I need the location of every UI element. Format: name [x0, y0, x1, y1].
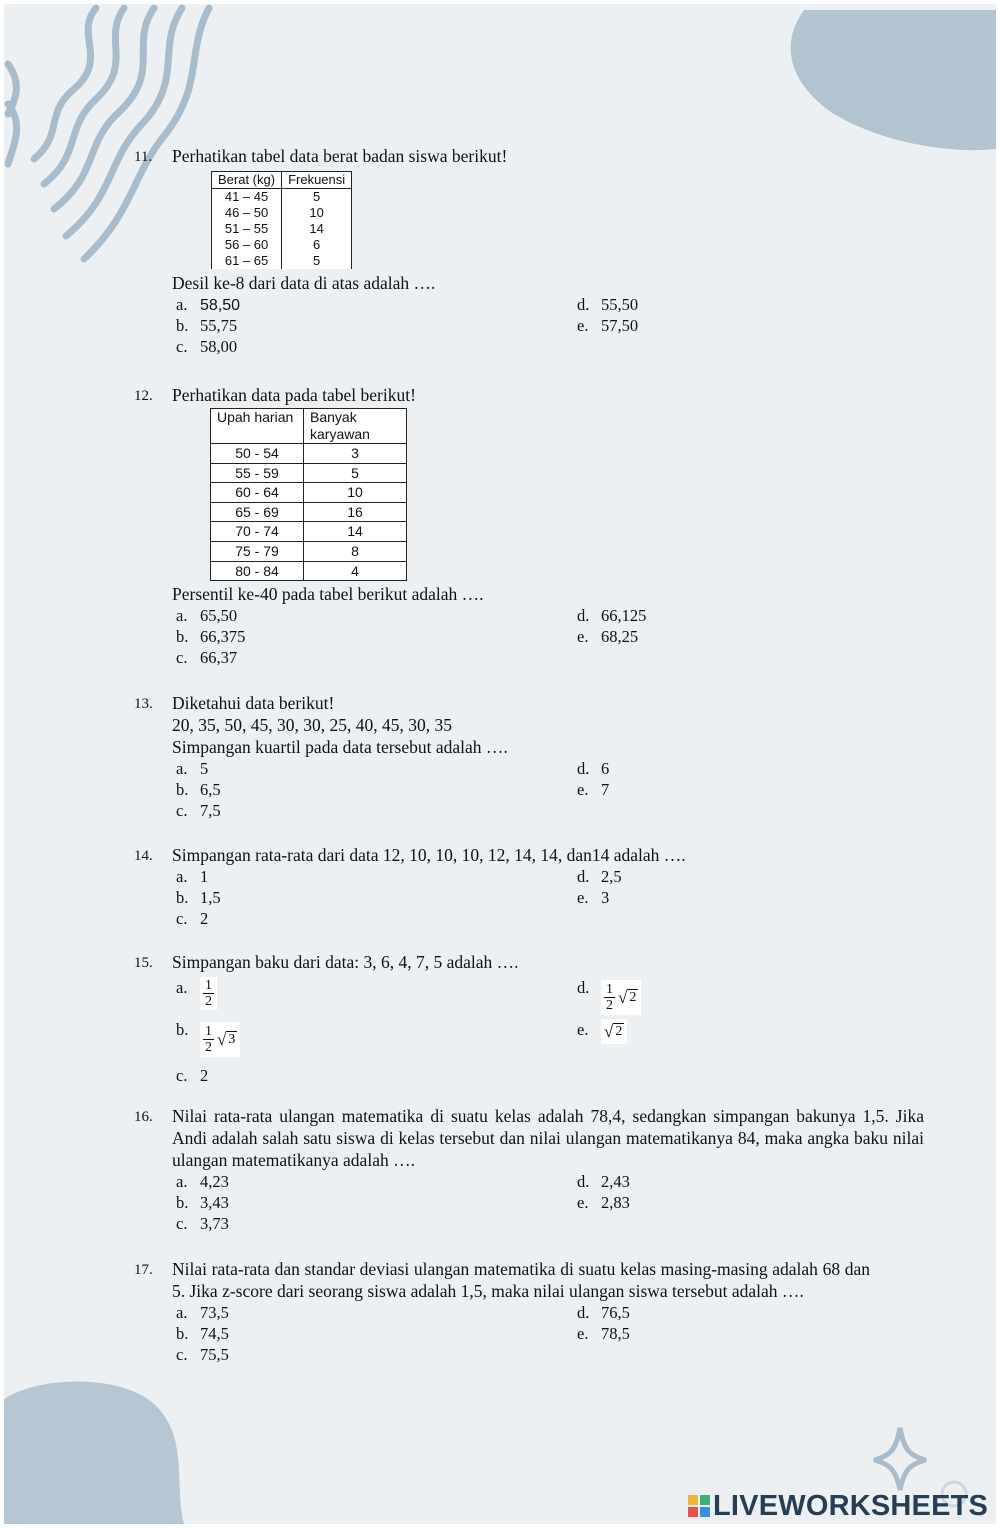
table-cell: 5: [282, 189, 352, 206]
option-a[interactable]: a. 58,50: [176, 295, 241, 314]
question-prompt: Persentil ke-40 pada tabel berikut adalah ….: [172, 584, 484, 605]
option-c[interactable]: c. 75,5: [176, 1345, 229, 1364]
wave-line-2: [44, 8, 124, 184]
option-b[interactable]: b. 55,75: [176, 316, 238, 335]
option-c[interactable]: c. 66,37: [176, 648, 238, 668]
answer-options: [176, 866, 924, 930]
question-13: [134, 692, 924, 822]
question-text: Simpangan baku dari data: 3, 6, 4, 7, 5 adalah ….: [172, 952, 519, 972]
question-number: 14.: [134, 848, 153, 864]
question-12: [134, 384, 924, 669]
option-d[interactable]: d. 66,125: [577, 606, 647, 626]
option-d[interactable]: d. 55,50: [577, 295, 639, 314]
liveworksheets-brand[interactable]: [688, 1490, 988, 1523]
fraction-half: $\frac{1}{2}$: [200, 977, 217, 1010]
table-cell: 70 - 74: [211, 522, 304, 542]
question-17: [134, 1258, 870, 1366]
option-c[interactable]: c. 2: [176, 1066, 209, 1085]
corner-blob-bottom-left: [4, 1382, 184, 1524]
table-cell: 10: [282, 205, 352, 221]
option-b[interactable]: b. 74,5: [176, 1324, 229, 1343]
option-e[interactable]: e. 68,25: [577, 627, 639, 647]
table-cell: 61 – 65: [212, 253, 282, 269]
question-14: [134, 844, 924, 930]
option-a[interactable]: a. 73,5: [176, 1303, 229, 1322]
option-e[interactable]: e. 78,5: [577, 1324, 630, 1343]
answer-options: [176, 294, 924, 358]
table-header: Upah harian: [211, 409, 304, 444]
option-c[interactable]: c. 7,5: [176, 801, 221, 820]
math-half-root-2: $\frac{1}{2}$ √ 2: [601, 980, 641, 1015]
option-a[interactable]: a. 5: [176, 759, 209, 778]
table-cell: 51 – 55: [212, 221, 282, 237]
question-text: Diketahui data berikut!: [172, 693, 335, 713]
table-header: Frekuensi: [282, 172, 352, 189]
option-d[interactable]: d. 6: [577, 759, 610, 778]
question-number: 16.: [134, 1109, 153, 1125]
option-a[interactable]: a. 4,23: [176, 1172, 229, 1191]
table-cell: 55 - 59: [211, 463, 304, 483]
table-cell: 41 – 45: [212, 189, 282, 206]
option-d[interactable]: d. 2,5: [577, 867, 622, 886]
option-d[interactable]: d. 76,5: [577, 1303, 630, 1322]
table-cell: 60 - 64: [211, 483, 304, 503]
table-cell: 14: [304, 522, 407, 542]
worksheet-page: [4, 4, 996, 1524]
question-text: Nilai rata-rata dan standar deviasi ulangan matematika di suatu kelas masing-masing adalah 68 dan 5. Jika z-score dari seorang siswa adalah 1,5, maka nilai ulangan siswa tersebut adalah ….: [172, 1259, 870, 1301]
math-half-root-3: $\frac{1}{2}$ √ 3: [200, 1022, 240, 1057]
table-cell: 46 – 50: [212, 205, 282, 221]
table-cell: 5: [304, 463, 407, 483]
option-a[interactable]: a. 1: [176, 867, 209, 886]
option-e[interactable]: e. √ 2: [577, 1019, 627, 1044]
table-cell: 6: [282, 237, 352, 253]
option-e[interactable]: e. 7: [577, 780, 610, 799]
table-cell: 65 - 69: [211, 502, 304, 522]
wave-line-1: [34, 8, 96, 159]
question-number: 13.: [134, 696, 153, 712]
option-c[interactable]: c. 2: [176, 909, 209, 928]
table-cell: 10: [304, 483, 407, 503]
question-number: 15.: [134, 955, 153, 971]
option-b[interactable]: b. 6,5: [176, 780, 221, 799]
table-cell: 3: [304, 444, 407, 464]
option-d[interactable]: d. $\frac{1}{2}$ √ 2: [577, 977, 641, 1015]
question-number: 12.: [134, 388, 153, 404]
answer-options: [176, 973, 924, 1085]
table-header: Berat (kg): [212, 172, 282, 189]
table-cell: 80 - 84: [211, 561, 304, 581]
table-header: Banyak karyawan: [304, 409, 407, 444]
question-number: 17.: [134, 1262, 153, 1278]
option-e[interactable]: e. 3: [577, 888, 610, 907]
table-cell: 50 - 54: [211, 444, 304, 464]
question-number: 11.: [134, 149, 153, 165]
option-b[interactable]: b. 1,5: [176, 888, 221, 907]
answer-options: [176, 1171, 924, 1235]
answer-options: [176, 1302, 870, 1366]
option-b[interactable]: b. 66,375: [176, 627, 246, 647]
weight-frequency-table: [211, 171, 352, 269]
table-cell: 5: [282, 253, 352, 269]
question-text: Nilai rata-rata ulangan matematika di suatu kelas adalah 78,4, sedangkan simpangan bakunya 1,5. Jika Andi adalah salah satu siswa di kelas tersebut dan nilai ulangan matematikanya 84, maka angka baku nilai ulangan matematikanya adalah ….: [172, 1106, 924, 1170]
option-c[interactable]: c. 3,73: [176, 1214, 229, 1233]
corner-blob-top-right: [791, 10, 996, 150]
brand-name: LIVEWORKSHEETS: [713, 1490, 989, 1522]
liveworksheets-logo-icon: [688, 1495, 710, 1517]
question-11: [134, 145, 924, 358]
question-prompt: Desil ke-8 dari data di atas adalah ….: [172, 273, 436, 293]
option-e[interactable]: e. 2,83: [577, 1193, 630, 1212]
option-e[interactable]: e. 57,50: [577, 316, 639, 335]
option-d[interactable]: d. 2,43: [577, 1172, 630, 1191]
option-a[interactable]: a. $\frac{1}{2}$: [176, 977, 217, 1010]
table-cell: 56 – 60: [212, 237, 282, 253]
question-prompt: Simpangan kuartil pada data tersebut adalah ….: [172, 737, 508, 757]
table-cell: 16: [304, 502, 407, 522]
table-cell: 14: [282, 221, 352, 237]
table-cell: 4: [304, 561, 407, 581]
answer-options: [176, 758, 924, 822]
question-15: [134, 951, 924, 1085]
sparkle-star-icon: [874, 1428, 926, 1490]
option-c[interactable]: c. 58,00: [176, 337, 238, 356]
option-a[interactable]: a. 65,50: [176, 606, 238, 626]
math-root-2: √ 2: [601, 1019, 627, 1044]
question-text: Perhatikan tabel data berat badan siswa berikut!: [172, 146, 508, 166]
question-16: [134, 1105, 924, 1235]
question-text: Perhatikan data pada tabel berikut!: [172, 385, 416, 405]
table-cell: 8: [304, 541, 407, 561]
wage-frequency-table: [210, 408, 407, 581]
answer-options: [176, 605, 924, 669]
option-b[interactable]: b. 3,43: [176, 1193, 229, 1212]
question-text: Simpangan rata-rata dari data 12, 10, 10, 10, 12, 14, 14, dan14 adalah ….: [172, 845, 686, 865]
table-cell: 75 - 79: [211, 541, 304, 561]
data-line: 20, 35, 50, 45, 30, 30, 25, 40, 45, 30, 35: [172, 715, 452, 735]
option-b[interactable]: b. $\frac{1}{2}$ √ 3: [176, 1019, 240, 1057]
